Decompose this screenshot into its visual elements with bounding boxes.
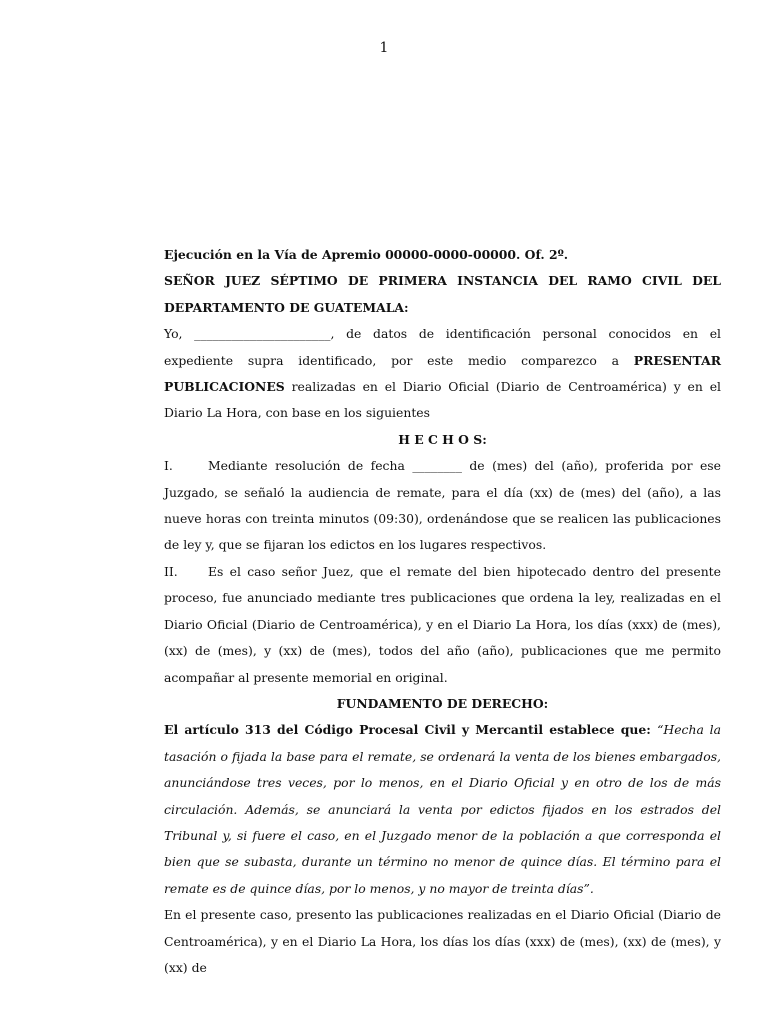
document-body xyxy=(164,242,721,981)
intro-emphasis: PRESENTAR PUBLICACIONES xyxy=(164,352,721,395)
hechos-title: H E C H O S: xyxy=(398,431,487,447)
fact-number: II. xyxy=(164,563,178,579)
intro-text-2: realizadas en el Diario Oficial (Diario de Centroamérica) y en el Diario La Hora, con base en los siguientes xyxy=(164,379,721,421)
fundamento-quote: “Hecha la tasación o fijada la base para el remate, se ordenará la venta de los bienes embargados, anunciándose tres veces, por lo menos, en el Diario Oficial y en otro de los de más circulación. Además, se anunciará la venta por edictos fijados en los estrados del Tribunal y, si fuere el caso, en el Juzgado menor de la población a que corresponda el bien que se subasta, durante un término no menor de quince días. El término para el remate es de quince días, por lo menos, y no mayor de treinta días”. xyxy=(164,722,721,896)
intro-text-1: Yo, ______________________, de datos de identificación personal conocidos en el expediente supra identificado, por este medio comparezco a xyxy=(164,326,721,368)
fundamento-title: FUNDAMENTO DE DERECHO: xyxy=(336,695,549,711)
intro-paragraph xyxy=(164,321,721,427)
fact-number: I. xyxy=(164,458,173,474)
fact-item-2 xyxy=(164,559,721,691)
fact-text: Es el caso señor Juez, que el remate del bien hipotecado dentro del presente proceso, fue anunciado mediante tres publicaciones que ordena la ley, realizadas en el Diario Oficial (Diario de Centroamérica), y en el Diario La Hora, los días (xxx) de (mes), (xx) de (mes), y (xx) de (mes), todos del año (año), publicaciones que me permito acompañar al presente memorial en original. xyxy=(164,563,721,685)
case-heading: Ejecución en la Vía de Apremio 00000-0000-00000. Of. 2º. xyxy=(164,247,569,262)
fundamento-lead: El artículo 313 del Código Procesal Civil y Mercantil establece que: xyxy=(164,722,658,738)
fact-text: Mediante resolución de fecha ________ de (mes) del (año), proferida por ese Juzgado, se señaló la audiencia de remate, para el día (xx) de (mes) del (año), a las nueve horas con treinta minutos (09:30), ordenándose que se realicen las publicaciones de ley y, que se fijaran los edictos en los lugares respectivos. xyxy=(164,458,721,553)
fundamento-paragraph xyxy=(164,717,721,902)
closing-paragraph: En el presente caso, presento las publicaciones realizadas en el Diario Oficial (Diario de Centroamérica), y en el Diario La Hora, los días los días (xxx) de (mes), (xx) de (mes), y (xx) de xyxy=(164,907,721,975)
page-number: 1 xyxy=(379,40,389,56)
court-heading: SEÑOR JUEZ SÉPTIMO DE PRIMERA INSTANCIA DEL RAMO CIVIL DEL DEPARTAMENTO DE GUATEMALA: xyxy=(164,273,721,315)
fact-item-1 xyxy=(164,453,721,559)
